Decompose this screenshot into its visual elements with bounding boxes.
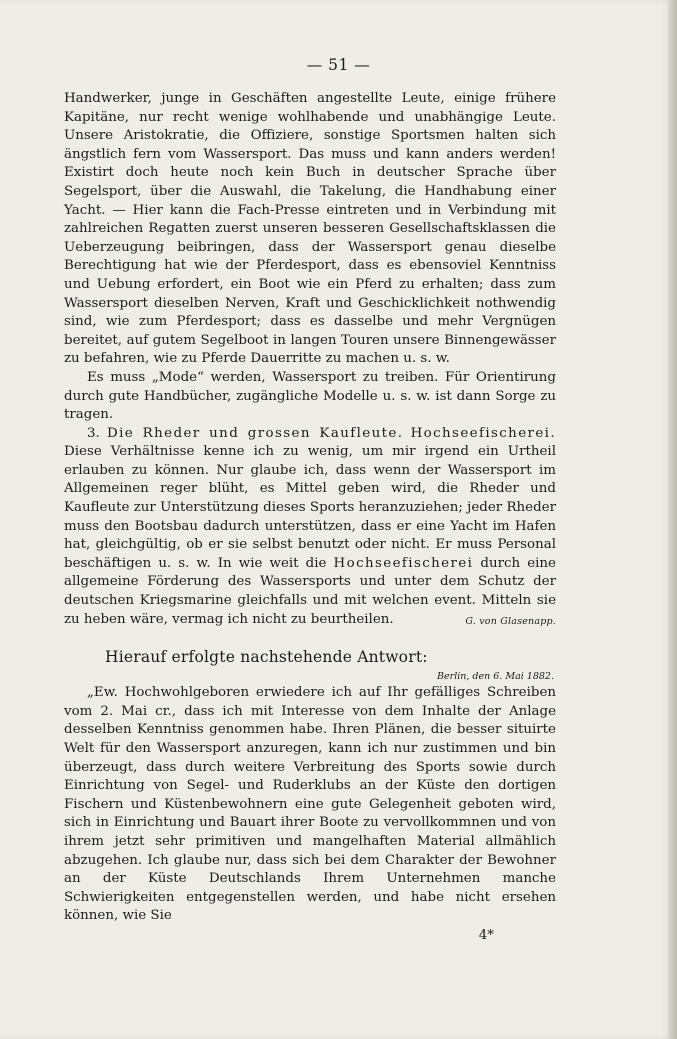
spaced-term: Hochseefischerei bbox=[333, 555, 474, 571]
paragraph-3-text-2: durch eine allgemeine Förderung des Wassersports und unter dem Schutz der deutschen Kriegsmarine gleichfalls und mit welchen event. Mitteln sie zu heben wäre, vermag ich nicht zu beurtheilen. bbox=[64, 555, 556, 627]
signature: G. von Glasenapp. bbox=[465, 615, 556, 627]
paragraph-3 bbox=[64, 425, 556, 630]
section-heading: Hierauf erfolgte nachstehende Antwort: bbox=[105, 648, 428, 667]
section-number: 3. bbox=[87, 425, 107, 441]
section-title-gap bbox=[403, 426, 410, 441]
mode-word: „Mode“ bbox=[151, 369, 204, 385]
letter-paragraph: „Ew. Hochwohlgeboren erwiedere ich auf Ihr gefälliges Schreiben vom 2. Mai cr., dass ich mit Interesse von dem Inhalte der Anlage desselben Kenntniss genommen habe. Ihren Plänen, die besser situirte Welt für den Wassersport anzuregen, kann ich nur zustimmen und bin überzeugt, dass durch weitere Verbreitung des Sports sowie durch Einrichtung von Segel- und Ruderklubs an der Küste den dortigen Fischern und Küstenbewohnern eine gute Gelegenheit geboten wird, sich in Einrichtung und Bauart ihrer Boote zu vervollkommnen und von ihrem jetzt sehr primitiven und mangelhaften Material allmählich abzugehen. Ich glaube nur, dass sich bei dem Charakter der Bewohner an der Küste Deutschlands Ihrem Unternehmen manche Schwierigkeiten entgegenstellen werden, und habe nicht ersehen können, wie Sie bbox=[64, 685, 556, 924]
section-title: Die Rheder und grossen Kaufleute. bbox=[106, 425, 404, 441]
page-number: — 51 — bbox=[306, 56, 371, 74]
paragraph-1: Handwerker, junge in Geschäften angestellte Leute, einige frühere Kapitäne, nur recht wenige wohlhabende und unabhängige Leute. Unsere Aristokratie, die Offiziere, sonstige Sportsmen halten sich ängstlich fern vom Wassersport. Das muss und kann anders werden! Existirt doch heute noch kein Buch in deutscher Sprache über Segelsport, über die Auswahl, die Takelung, die Handhabung einer Yacht. — Hier kann die Fach-Presse eintreten und in Verbindung mit zahlreichen Regatten zuerst unseren besseren Gesellschaftsklassen die Ueberzeugung beibringen, dass der Wassersport genau dieselbe Berechtigung hat wie der Pferdesport, dass es ebensoviel Kenntniss und Uebung erfordert, ein Boot wie ein Pferd zu erhalten; dass zum Wassersport dieselben Nerven, Kraft und Geschicklichkeit nothwendig sind, wie zum Pferdesport; dass es dasselbe und mehr Vergnügen bereitet, auf gutem Segelboot in langen Touren unsere Binnengewässer zu befahren, wie zu Pferde Dauerritte zu machen u. s. w. bbox=[64, 91, 556, 367]
dateline: Berlin, den 6. Mai 1882. bbox=[437, 671, 554, 683]
paragraph-2-rest: werden, Wassersport zu treiben. Für Orientirung durch gute Handbücher, zugängliche Modelle u. s. w. ist dann Sorge zu tragen. bbox=[64, 369, 556, 423]
section-title-2: Hochseefischerei. bbox=[410, 425, 556, 441]
catchword: 4* bbox=[478, 927, 494, 943]
paragraph-2 bbox=[64, 369, 556, 425]
page-text bbox=[64, 90, 556, 946]
paragraph-2-start: Es muss bbox=[87, 369, 152, 385]
page-edge bbox=[668, 0, 677, 1039]
paragraph-3-text-1: Diese Verhältnisse kenne ich zu wenig, um mir irgend ein Urtheil erlauben zu können. Nur glaube ich, dass wenn der Wassersport im Allgemeinen reger blüht, es Mittel geben wird, die Rheder und Kaufleute zur Unterstützung dieses Sports heranzuziehen; jeder Rheder muss den Bootsbau dadurch unterstützen, dass er eine Yacht im Hafen hat, gleichgültig, ob er sie selbst benutzt oder nicht. Er muss Personal beschäftigen u. s. w. In wie weit die bbox=[64, 444, 556, 571]
